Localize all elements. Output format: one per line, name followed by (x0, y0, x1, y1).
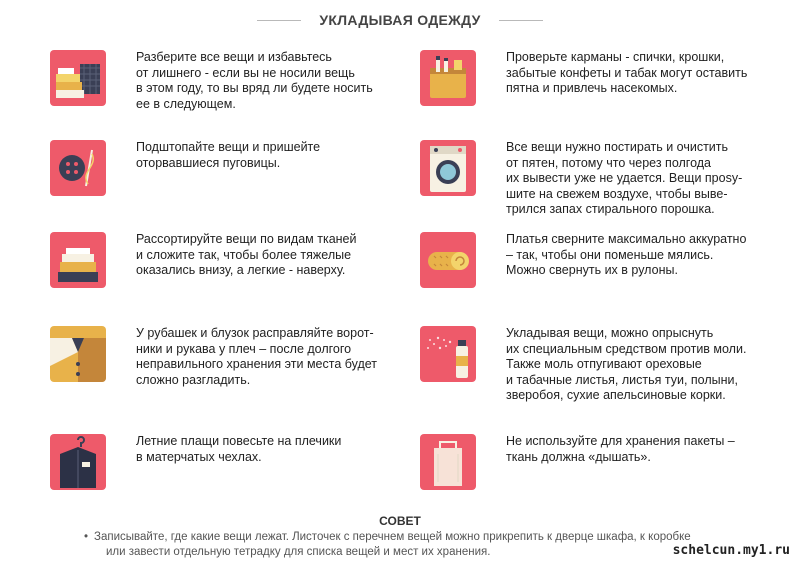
tip-text: Рассортируйте вещи по видам тканей и сложите так, чтобы более тяжелые оказались внизу, а легкие - наверху. (136, 232, 357, 277)
tip-item (420, 326, 746, 404)
site-watermark: schelcun.my1.ru (672, 543, 790, 558)
advice-text (84, 530, 714, 559)
tip-text: Платья сверните максимально аккуратно – так, чтобы они поменьше мялись. Можно свернуть их в рулоны. (506, 232, 747, 277)
tip-text: Разберите все вещи и избавьтесь от лишнего - если вы не носили вещь в этом году, то вы вряд ли будете носить ее в следующем. (136, 50, 373, 111)
shirt-collar-icon (50, 326, 106, 382)
plastic-bag-icon (420, 434, 476, 490)
advice-heading: СОВЕТ (379, 514, 421, 528)
pocket-matches-icon (420, 50, 476, 106)
rolled-dress-icon (420, 232, 476, 288)
bullet-marker: • (84, 531, 89, 543)
tip-item (50, 434, 341, 490)
header-rule-left (257, 20, 301, 21)
tip-item (50, 140, 320, 196)
folded-clothes-icon (50, 232, 106, 288)
tip-item (420, 50, 747, 106)
laundry-basket-icon (50, 50, 106, 106)
header-rule-right (499, 20, 543, 21)
tip-text: Все вещи нужно постирать и очистить от пятен, потому что через полгода их вывести уже не удается. Вещи прosy- шите на свежем воздухе, чтобы выве- трился запах стирального порошка. (506, 140, 743, 216)
spray-bottle-icon (420, 326, 476, 382)
tip-text: Укладывая вещи, можно опрыснуть их специальным средством против моли. Также моль отпугивают ореховые и табачные листья, листья туи, полыни, зверобоя, сухие апельсиновые корки. (506, 326, 747, 402)
garment-bag-icon (50, 434, 106, 490)
washing-machine-icon (420, 140, 476, 196)
page-title: УКЛАДЫВАЯ ОДЕЖДУ (319, 12, 481, 28)
tip-text: Проверьте карманы - спички, крошки, забытые конфеты и табак могут оставить пятна и привлечь насекомых. (506, 50, 748, 95)
tip-text: Не используйте для хранения пакеты – ткань должна «дышать». (506, 434, 735, 464)
tip-text: Летние плащи повесьте на плечики в матерчатых чехлах. (136, 434, 342, 464)
tip-item (50, 326, 377, 388)
tip-item (50, 50, 373, 112)
tip-text: Подштопайте вещи и пришейте оторвавшиеся пуговицы. (136, 140, 321, 170)
button-needle-icon (50, 140, 106, 196)
tip-item (50, 232, 356, 288)
tip-item (420, 140, 742, 218)
advice-line-1: Записывайте, где какие вещи лежат. Листочек с перечнем вещей можно прикрепить к дверце шкафа, к коробке (94, 531, 691, 543)
tip-item (420, 232, 746, 288)
tip-item (420, 434, 735, 490)
tip-text: У рубашек и блузок расправляйте ворот- ники и рукава у плеч – после долгого неправильного хранения эти места будет сложно разгладить. (136, 326, 378, 387)
advice-line-2: или завести отдельную тетрадку для списка вещей и мест их хранения. (106, 545, 491, 558)
page-header (0, 10, 800, 30)
